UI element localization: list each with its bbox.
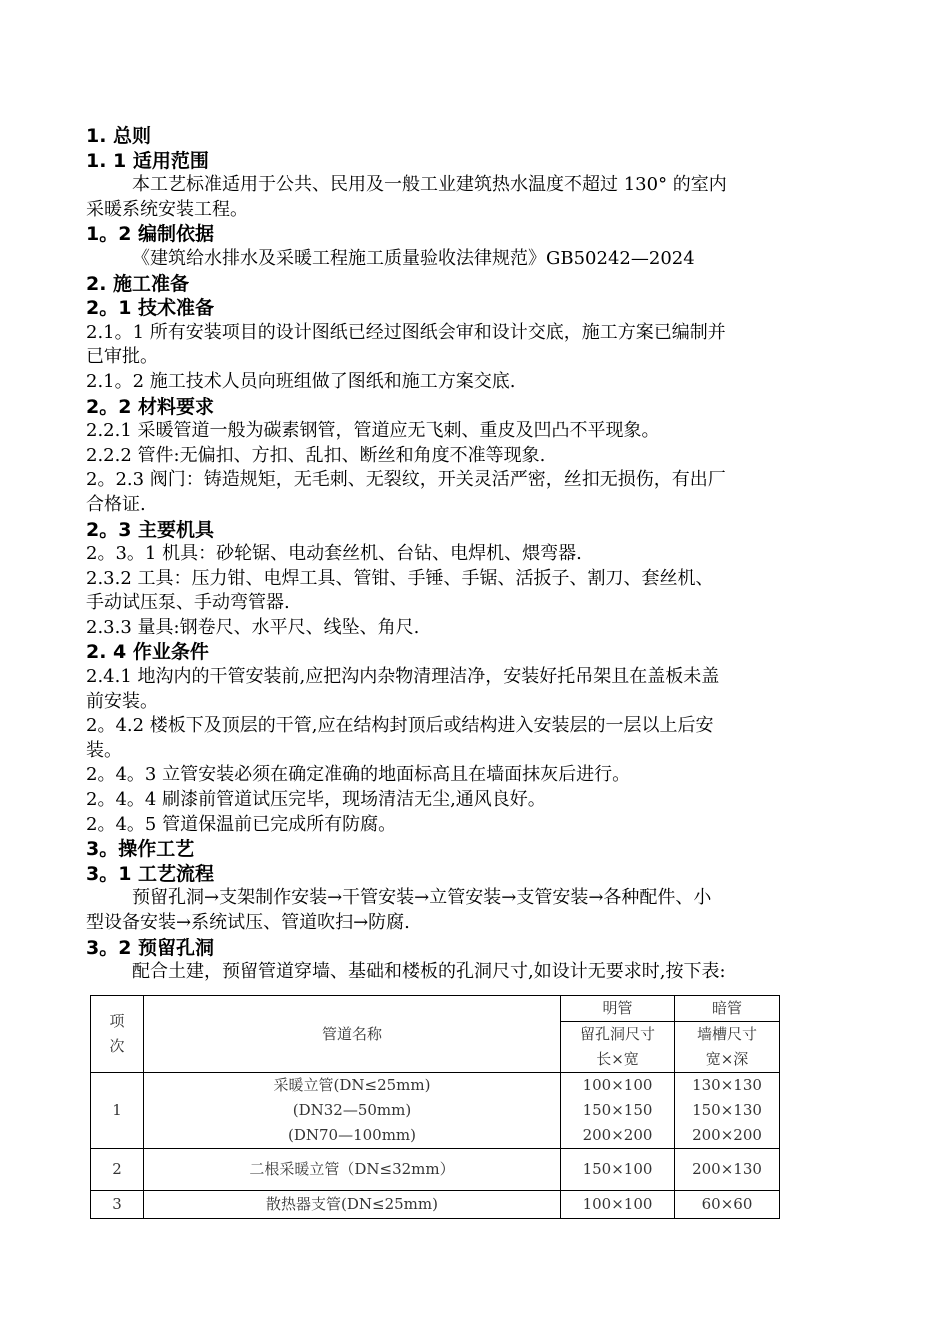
section-heading: 1. 总则: [86, 125, 152, 147]
section-heading: 3。1 工艺流程: [86, 862, 215, 885]
row-groove-size: 130×130 150×130 200×200: [675, 1073, 780, 1149]
paragraph-line: 本工艺标准适用于公共、民用及一般工业建筑热水温度不超过 130° 的室内: [132, 174, 727, 196]
section-heading: 2. 4 作业条件: [86, 641, 209, 664]
paragraph-line: 2。4.2 楼板下及顶层的干管,应在结构封顶后或结构进入安装层的一层以上后安: [86, 715, 714, 737]
paragraph-line: 2.2.1 采暖管道一般为碳素钢管，管道应无飞刺、重皮及凹凸不平现象。: [86, 420, 660, 442]
section-heading: 3。2 预留孔洞: [86, 936, 215, 959]
paragraph-line: 2。4。4 刷漆前管道试压完毕，现场清洁无尘,通风良好。: [86, 789, 546, 811]
section-heading: 1. 1 适用范围: [86, 149, 209, 172]
row-hole-size: 100×100 150×150 200×200: [561, 1073, 675, 1149]
row-no: 1: [91, 1073, 144, 1149]
row-groove-size: 200×130: [675, 1149, 780, 1191]
row-no: 2: [91, 1149, 144, 1191]
row-pipe-name: 二根采暖立管（DN≤32mm）: [144, 1149, 561, 1191]
section-heading: 2。3 主要机具: [86, 518, 215, 541]
paragraph-line: 《建筑给水排水及采暖工程施工质量验收法律规范》GB50242—2024: [132, 247, 695, 269]
paragraph-line: 配合土建，预留管道穿墙、基础和楼板的孔洞尺寸,如设计无要求时,按下表:: [132, 961, 726, 983]
paragraph-line: 装。: [86, 739, 122, 761]
document-body: [86, 124, 886, 985]
paragraph-line: 2.3.2 工具：压力钳、电焊工具、管钳、手锤、手锯、活扳子、割刀、套丝机、: [86, 567, 714, 589]
header-groove-size: 墙槽尺寸 宽×深: [675, 1022, 780, 1073]
paragraph-line: 已审批。: [86, 346, 158, 368]
header-hole-size: 留孔洞尺寸 长×宽: [561, 1022, 675, 1073]
header-hidden-pipe: 暗管: [675, 996, 780, 1022]
row-hole-size: 150×100: [561, 1149, 675, 1191]
table-row: [91, 1149, 780, 1191]
paragraph-line: 预留孔洞→支架制作安装→干管安装→立管安装→支管安装→各种配件、小: [132, 887, 712, 909]
paragraph-line: 2。3。1 机具：砂轮锯、电动套丝机、台钻、电焊机、煨弯器.: [86, 543, 582, 565]
section-heading: 2。1 技术准备: [86, 297, 215, 320]
paragraph-line: 2。2.3 阀门：铸造规矩，无毛刺、无裂纹，开关灵活严密，丝扣无损伤，有出厂: [86, 469, 726, 491]
row-hole-size: 100×100: [561, 1191, 675, 1219]
header-item-no: 项 次: [91, 996, 144, 1073]
row-groove-size: 60×60: [675, 1191, 780, 1219]
row-no: 3: [91, 1191, 144, 1219]
section-heading: 3。操作工艺: [86, 838, 195, 861]
paragraph-line: 手动试压泵、手动弯管器.: [86, 592, 290, 614]
header-pipe-name: 管道名称: [144, 996, 561, 1073]
section-heading: 1。2 编制依据: [86, 223, 215, 246]
paragraph-line: 合格证.: [86, 493, 146, 515]
row-pipe-name: 采暖立管(DN≤25mm) (DN32—50mm) (DN70—100mm): [144, 1073, 561, 1149]
paragraph-line: 2.2.2 管件:无偏扣、方扣、乱扣、断丝和角度不准等现象.: [86, 444, 546, 466]
paragraph-line: 2。4。5 管道保温前已完成所有防腐。: [86, 813, 397, 835]
table-row: [91, 1191, 780, 1219]
section-heading: 2。2 材料要求: [86, 395, 215, 418]
reserved-hole-table: [90, 995, 780, 1219]
paragraph-line: 2。4。3 立管安装必须在确定准确的地面标高且在墙面抹灰后进行。: [86, 764, 631, 786]
section-heading: 2. 施工准备: [86, 272, 190, 295]
paragraph-line: 2.1。2 施工技术人员向班组做了图纸和施工方案交底.: [86, 370, 516, 392]
paragraph-line: 2.4.1 地沟内的干管安装前,应把沟内杂物清理洁净，安装好托吊架且在盖板未盖: [86, 666, 720, 688]
header-open-pipe: 明管: [561, 996, 675, 1022]
paragraph-line: 型设备安装→系统试压、管道吹扫→防腐.: [86, 912, 410, 933]
row-pipe-name: 散热器支管(DN≤25mm): [144, 1191, 561, 1219]
paragraph-line: 前安装。: [86, 690, 158, 712]
paragraph-line: 2.3.3 量具:钢卷尺、水平尺、线坠、角尺.: [86, 616, 420, 638]
paragraph-line: 2.1。1 所有安装项目的设计图纸已经过图纸会审和设计交底，施工方案已编制并: [86, 321, 726, 343]
table-row: [91, 1073, 780, 1149]
paragraph-line: 采暖系统安装工程。: [86, 198, 248, 220]
